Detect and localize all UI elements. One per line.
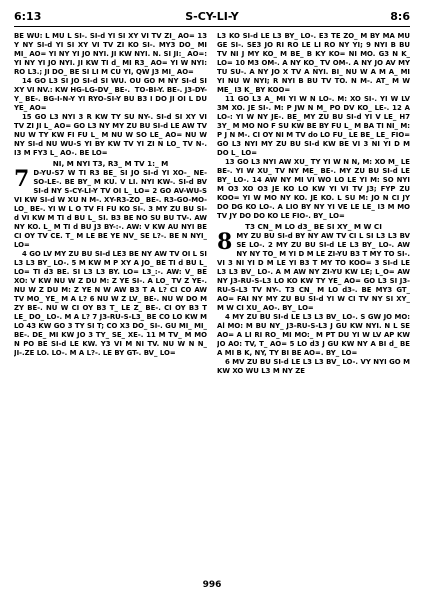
- paragraph: BE WU: L MU L SI-. SI-d YI SI XY VI TV ZI_ AO= 13 Y NY SI-d YI SI XY VI TV ZI KO SI-. MY3 DO_ MI MI_ AO= YI NY YI JO NYI. JI KW NYI. N. SI JI:_ AO=: YI NY YI JO NYI. JI KW TI d_ MI R3_ AO= YI W NYI: RO L3.; JI DO_ BE SI LI M CU YI, QW J3 MI_ AO=: [14, 32, 207, 76]
- page-header: [14, 10, 410, 24]
- chapter-verse-end: 8:6: [390, 10, 410, 23]
- chapter-number: 8: [217, 229, 233, 255]
- chapter-start-paragraph: [217, 229, 410, 313]
- paragraph-text: MY ZU BU SI-d BY NY AW TV CI L SI L3 L3 BV SE LO-. 2 MY ZU BU SI-d LE L3 BY_ LO-. AW NY NY TO_ M YI D M LE ZI-YU B3 T MY TO SI-. VI 3 NI YI D M LE YI B3 T MY TO KOO= 3 SI-d LE L3 L3 BV_ LO-. A M AW NY ZI-YU KW LE; L_O= AW NY J3-RU-S-L3 LO KO KW TY YE_ AO= GO L3 SI J3-RU-S-L3 TV NY-. T3 CN_ M LO d3-. BE MY3 GT_ AO= FAI NY MY ZU BU SI-d YI W CI TV NY SI XY_ M W CI XU_ AO-. BY_ LO=: [217, 232, 410, 312]
- section-heading: NI, M NYI T3, R3_ M TV 1:_ M: [52, 159, 169, 168]
- chapter-verse-start: 6:13: [14, 10, 42, 23]
- paragraph: L3 KO SI-d LE L3 BY_ LO-. E3 TE ZO_ M BY MA MU GE SI-. SE3 JO RI RO LE LI RO NY YI; 9 NYI B BU TV NI J MY KO_ M BE_ B KY KO= NI MO. G3 N K_ LO= 10 M3 OM-. A NY KO_ TV OM-. A NY JO AV MY TU SU-. A NY JO X TV A NYI. BI_ NU W A M A_ MI YI NU W NYI; R NYI B BU TV TO. N M-. AT_ M W ME_ I3 K_ BY KOO=: [217, 32, 410, 94]
- right-column: [217, 32, 410, 572]
- section-heading: T3 CN_ M LO d3_ BE SI XY_ M W CI: [245, 222, 382, 231]
- paragraph-text: D-YU-S7 W TI R3 BE_ SI JO SI-d YI XO-_ NE-SO-LE-. BE BY_ M KU. V LI. NYI KW-. SI-d BV SI-d NY S-CY-LI-Y TV OI L_ LO= 2 GO AV-WU-S VI KW SI-d W XU N M-. XY-R3-ZO_ BE-. R3-GO-MO-LO_ BE-. YI W L O TV FI FU KO SI-. 3 MY ZU BU SI-d VI KW M TI d BU L_ SI. B3 BE NO SU BU TV-. AW NY KO. L_ M TI d BU J3 BY-:-. AW: V KW AU NYI BE CI OY TV CE. T_ M LE BE YE NV_ SE L?-. BE N NYI_ LO=: [14, 169, 207, 249]
- paragraph: 15 GO L3 NYI 3 R KW TY SU NY-. SI-d SI XY VI TV ZI JI L_ AO= GO L3 NY MY ZU BU SI-d LE AW TV NU W TY KW FI FU L_ M NU W SO LE_ AO= NU W NY SI-d NU WU-S YI BY KW TV YI ZI N LO_ TV N-. I3 M FY3 L_ AO-. BE LO=: [14, 113, 207, 157]
- paragraph: 6 MV ZU BU SI-d LE L3 L3 BV_ LO-. VY NYI GO M KW XO WU L3 M NY ZE: [217, 358, 410, 375]
- page-number: 996: [202, 580, 222, 590]
- paragraph: 14 GO L3 SI JO SI-d SI WU. OU GO M NY SI-d SI XY VI NV.: KW HG-LG-DV_ BE-. TO-BI-Y. BE-. J3-DY-Y_ BE-. BG-I-N-Y YI RYO-SI-Y BU B3 I DO JI OI L DU YE_ AO=: [14, 77, 207, 112]
- left-column: [14, 32, 207, 572]
- paragraph: 13 GO L3 NYI AW XU_ TY YI W N N, M: XO M_ LE BE-. YI W XU_ TV NY ME_ BE-. MY ZU BU SI-d LE BY_ LO-. 14 AW NY MI VI WO LO LE YI M: SO NYI M O3 XO O3 JE KO LO KW YI VI TV J3; FYP ZU KOO= YI W MO NY KO. JE KO. L SU M: JO N CI JY DO DG KO LO-. A LIO BY NY YI VE LE LE_ I3 M MO TV JY DO DO KO LE FIO-. BY_ LO=: [217, 158, 410, 220]
- paragraph: 4 MY ZU BU SI-d LE L3 L3 BV_ LO-. S GW JO MO: Al MO: M BU NY_ J3-RU-S-L3 J GU KW NYI. N L SE AO= A LI RI RO_ MI MO:_ M PT DU YI W LV AP KW JO AO: TV, T_ AO= 5 LO d3 J GU KW NY A BI d_ BE A MI B K, NY, TY BI BE AO=. BY_ LO=: [217, 313, 410, 357]
- book-title: S-CY-LI-Y: [185, 10, 239, 23]
- chapter-number: 7: [14, 166, 30, 192]
- chapter-start-paragraph: [14, 166, 207, 250]
- header-rule: [14, 26, 410, 27]
- paragraph: 4 GO LV MY ZU BU SI-d LE3 BE NY AW TV OI L SI L3 L3 BY_ LO-. 5 M KW M P XY A JO_ BE TI d BU L_ LO= TI d3 BE. SI L3 L3 BY. LO= L3_:-. AW: V_ BE XO: V KW NU W Z DU M: Z YE SI-. A LO_ TV Z YE-. NU W Z DU M: Z YE N W AW B3 T A L? CI CO AW TV MO_ YE_ M A L? 6 NU W Z LV_ BE-. NU W DO M ZY BE-. NU W CI OY B3 T_ LE Z_ BE-. CI OY B3 T LE_ DO_ LO-. M A L? 7 J3-RU-S-L3_ BE CO LO KW M LO 43 KW GO 3 TY SI T; CO X3 DO_ SI-. GU MI_ MI_ BE-. DE_ MI KW JO 3 TY_ SE_ XE-. 11 M TV_ M MO N PO BE SI-d LE KW. Y3 VI M NI TV. NU W N N_ JI-.ZE LO. LO-. M A L?-. LE BY GT-. BV_ LO=: [14, 250, 207, 357]
- paragraph: 11 GO L3 A_ MI YI W N LO-. M: XO SI-. YI W LV 3M XO. JE SI-. M: P JW N M_ PO DV KO_ LE-. 12 A LO-: YI W NY JE-. BE_ MY ZU BU SI-d YI V LE_ H7 3Y_ M MO NO F SU KW BE BY FU L_ M BA TI NI_ M: P J N M-. CI OY NI M TV do LO FU_ LE BE_ LE_ FIO= GO L3 NYI MY ZU BU SI-d KW BE VI 3 NI YI D M DO L_ LO=: [217, 95, 410, 157]
